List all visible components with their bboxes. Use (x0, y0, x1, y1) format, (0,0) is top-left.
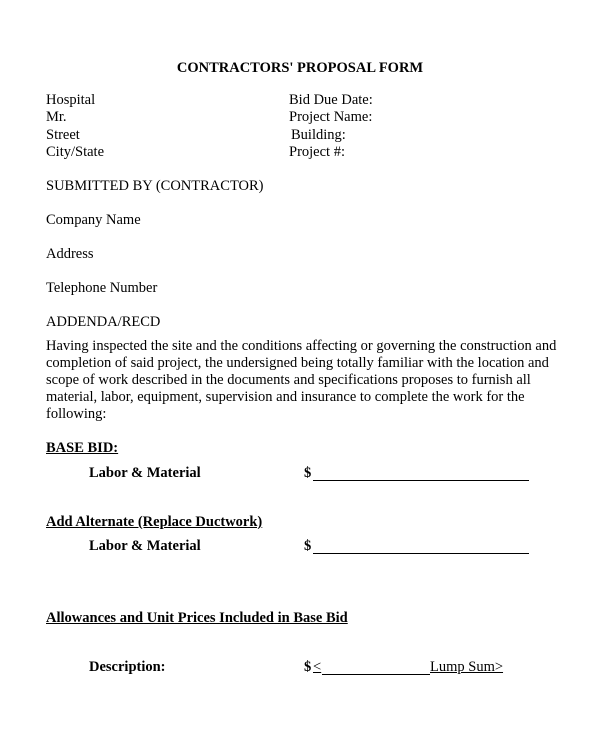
city-state-label: City/State (46, 144, 104, 160)
alternate-labor-material-label: Labor & Material (89, 538, 201, 554)
allowances-heading: Allowances and Unit Prices Included in Base Bid (46, 610, 348, 626)
bid-due-date-label: Bid Due Date: (289, 92, 373, 108)
allowance-currency: $ (304, 659, 312, 675)
mr-label: Mr. (46, 109, 67, 125)
street-label: Street (46, 127, 80, 143)
base-bid-heading: BASE BID: (46, 440, 119, 456)
hospital-label: Hospital (46, 92, 96, 108)
addenda-label: ADDENDA/RECD (46, 314, 161, 330)
project-name-label: Project Name: (289, 109, 373, 125)
alternate-currency: $ (304, 538, 312, 554)
form-title: CONTRACTORS' PROPOSAL FORM (176, 60, 424, 76)
allowance-amount-line[interactable] (322, 674, 430, 675)
base-bid-currency: $ (304, 465, 312, 481)
address-label: Address (46, 246, 94, 262)
telephone-number-label: Telephone Number (46, 280, 158, 296)
submitted-by-label: SUBMITTED BY (CONTRACTOR) (46, 178, 264, 194)
alternate-amount-line[interactable] (313, 553, 529, 554)
company-name-label: Company Name (46, 212, 141, 228)
base-bid-labor-material-label: Labor & Material (89, 465, 201, 481)
project-number-label: Project #: (289, 144, 345, 160)
lump-sum-label: Lump Sum> (430, 659, 504, 675)
description-label: Description: (89, 659, 166, 675)
building-label: Building: (291, 127, 346, 143)
base-bid-amount-line[interactable] (313, 480, 529, 481)
add-alternate-heading: Add Alternate (Replace Ductwork) (46, 514, 263, 530)
allowance-open-bracket: < (313, 659, 322, 675)
proposal-paragraph: Having inspected the site and the conditions affecting or governing the construction and completion of said project, the undersigned being totally familiar with the location and scope of work described in the documents and specifications proposes to furnish all material, labor, equipment, supervision and insurance to complete the work for the following: (46, 338, 557, 422)
